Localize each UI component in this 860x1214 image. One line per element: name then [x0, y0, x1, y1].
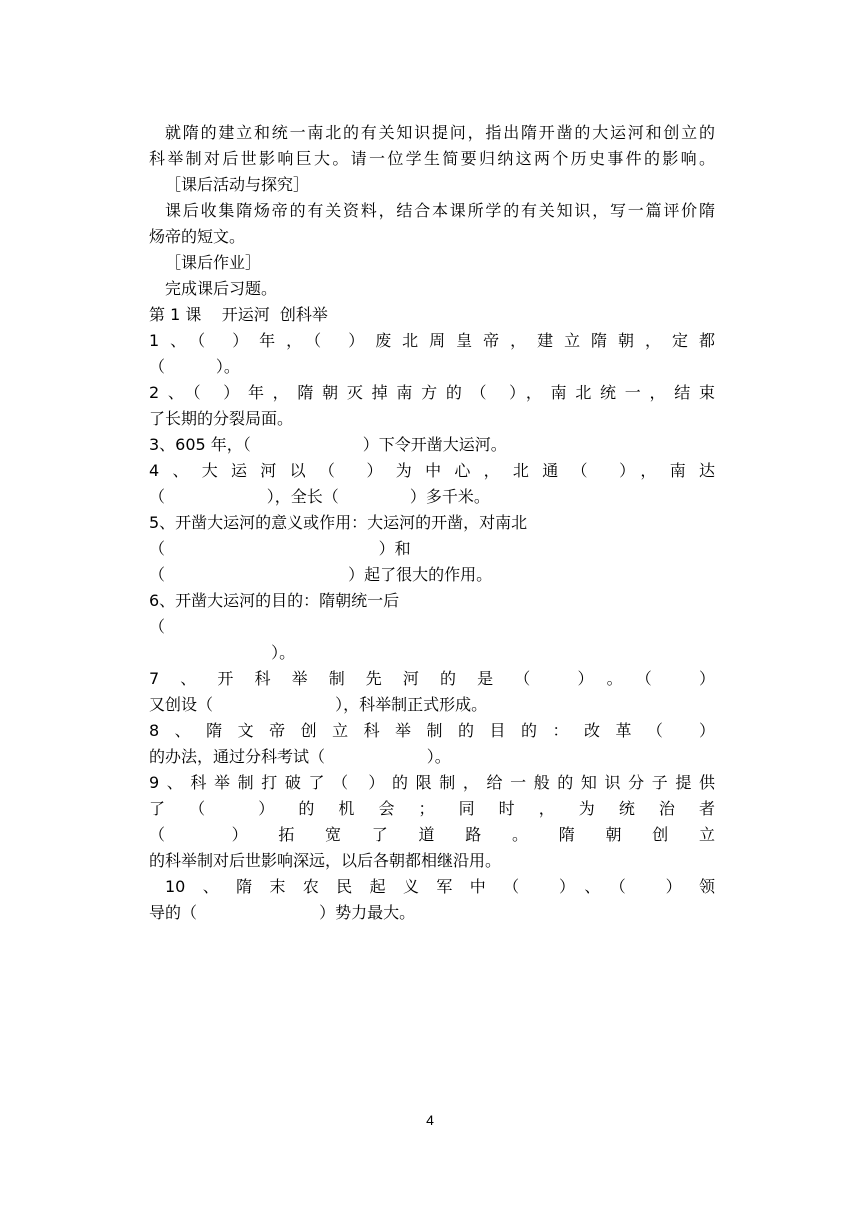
question-1-line-2: （ ）。	[149, 357, 240, 376]
question-9-line-4: 的科举制对后世影响深远，以后各朝都相继沿用。	[149, 851, 502, 870]
question-6-line-1: 6、开凿大运河的目的：隋朝统一后	[149, 591, 400, 610]
section-heading-homework: ［课后作业］	[165, 253, 262, 272]
question-9-line-2: 了（ ）的机会；同时，为统治者	[149, 799, 715, 818]
question-5-line-2: （ ）和	[149, 539, 411, 558]
lesson-title: 第 1 课 开运河 创科举	[149, 305, 328, 324]
question-7-line-1: 7、开科举制先河的是（ ）。（ ）	[149, 669, 715, 688]
question-8-line-2: 的办法，通过分科考试（ ）。	[149, 747, 451, 766]
text-line-4: 课后收集隋炀帝的有关资料，结合本课所学的有关知识，写一篇评价隋	[165, 201, 715, 220]
text-line-7: 完成课后习题。	[165, 279, 278, 298]
text-line-5: 炀帝的短文。	[149, 227, 246, 246]
text-line-2: 科举制对后世影响巨大。请一位学生简要归纳这两个历史事件的影响。	[149, 149, 715, 168]
question-9-line-3: （ ）拓宽了道路。隋朝创立	[149, 825, 715, 844]
question-10-line-2: 导的（ ）势力最大。	[149, 903, 416, 922]
question-7-line-2: 又创设（ ），科举制正式形成。	[149, 695, 488, 714]
question-4-line-1: 4、大运河以（ ）为中心，北通（ ），南达	[149, 461, 715, 480]
document-body	[149, 120, 715, 926]
question-3: 3、605 年，（ ）下令开凿大运河。	[149, 435, 507, 454]
question-8-line-1: 8、隋文帝创立科举制的目的：改革（ ）	[149, 721, 715, 740]
page-number: 4	[426, 1112, 434, 1128]
question-2-line-1: 2、（ ）年，隋朝灭掉南方的（ ），南北统一，结束	[149, 383, 715, 402]
section-heading-activities: ［课后活动与探究］	[165, 175, 310, 194]
question-1-line-1: 1、（ ）年，（ ）废北周皇帝，建立隋朝，定都	[149, 331, 715, 350]
question-2-line-2: 了长期的分裂局面。	[149, 409, 294, 428]
question-4-line-2: （ ），全长（ ）多千米。	[149, 487, 490, 506]
question-5-line-3: （ ）起了很大的作用。	[149, 565, 493, 584]
text-line-1: 就隋的建立和统一南北的有关知识提问，指出隋开凿的大运河和创立的	[165, 123, 715, 142]
question-6-line-2: （	[149, 617, 166, 636]
question-6-line-3: ）。	[149, 643, 296, 662]
question-9-line-1: 9、科举制打破了（ ）的限制，给一般的知识分子提供	[149, 773, 715, 792]
question-10-line-1: 10、隋末农民起义军中（ ）、（ ）领	[165, 877, 715, 896]
question-5-line-1: 5、开凿大运河的意义或作用：大运河的开凿，对南北	[149, 513, 528, 532]
